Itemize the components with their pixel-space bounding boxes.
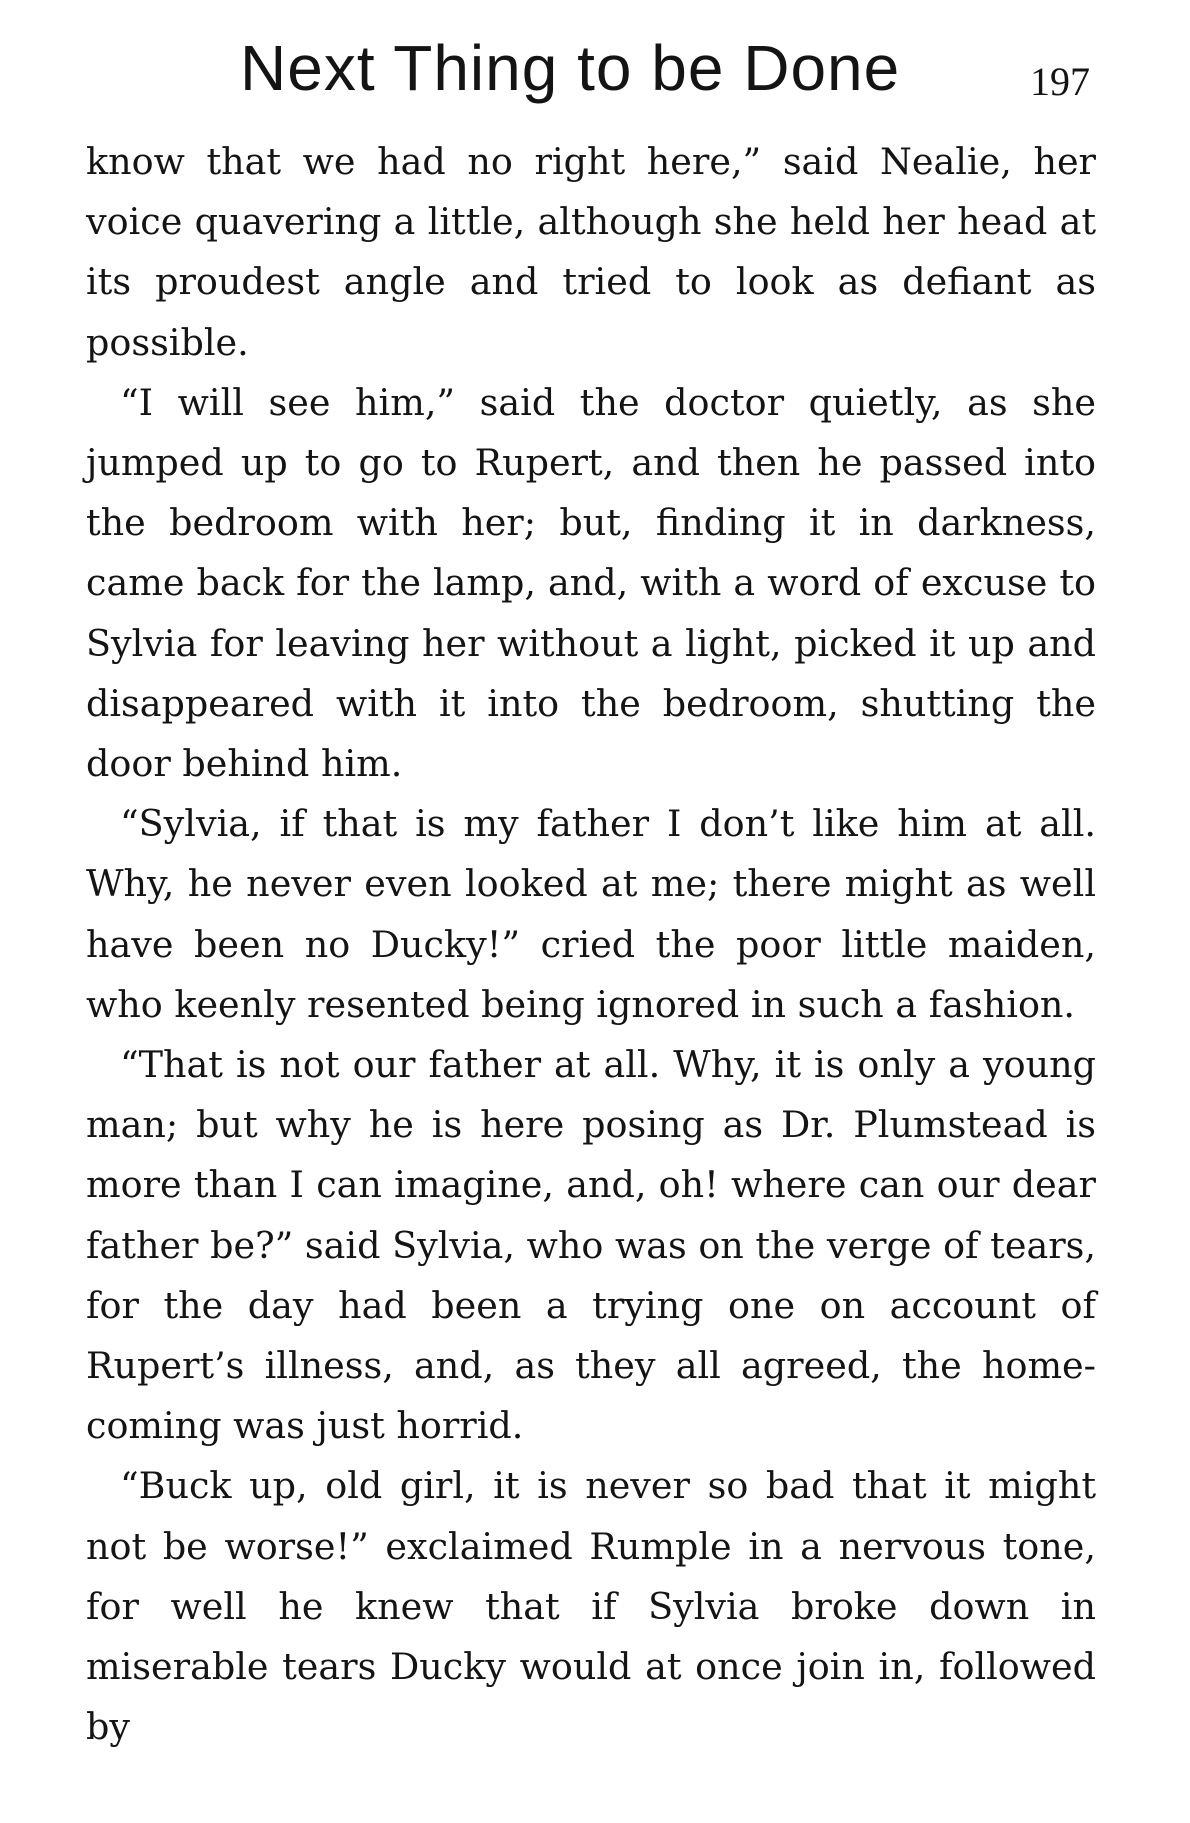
page-header: [0, 28, 1190, 108]
paragraph-continued: know that we had no right here,” said Nealie, her voice quavering a little, although she held her head at its proudest angle and tried to look as defiant as possible.: [86, 140, 1096, 364]
paragraph: “Sylvia, if that is my father I don’t like him at all. Why, he never even looked at me; there might as well have been no Ducky!” cried the poor little maiden, who keenly resented being ignored in such a fashion.: [86, 802, 1096, 1026]
paragraph: “That is not our father at all. Why, it is only a young man; but why he is here posing as Dr. Plumstead is more than I can imagine, and, oh! where can our dear father be?” said Sylvia, who was on the verge of tears, for the day had been a trying one on account of Rupert’s illness, and, as they all agreed, the home-coming was just horrid.: [86, 1043, 1096, 1448]
paragraph: “I will see him,” said the doctor quietly, as she jumped up to go to Rupert, and then he passed into the bedroom with her; but, finding it in darkness, came back for the lamp, and, with a word of excuse to Sylvia for leaving her without a light, picked it up and disappeared with it into the bedroom, shutting the door behind him.: [86, 380, 1096, 786]
body-text: [86, 132, 1096, 1757]
running-title: Next Thing to be Done: [240, 32, 901, 104]
page-number: 197: [1030, 59, 1090, 104]
paragraph: “Buck up, old girl, it is never so bad that it might not be worse!” exclaimed Rumple in a nervous tone, for well he knew that if Sylvia broke down in miserable tears Ducky would at once join in, followed by: [86, 1464, 1096, 1749]
